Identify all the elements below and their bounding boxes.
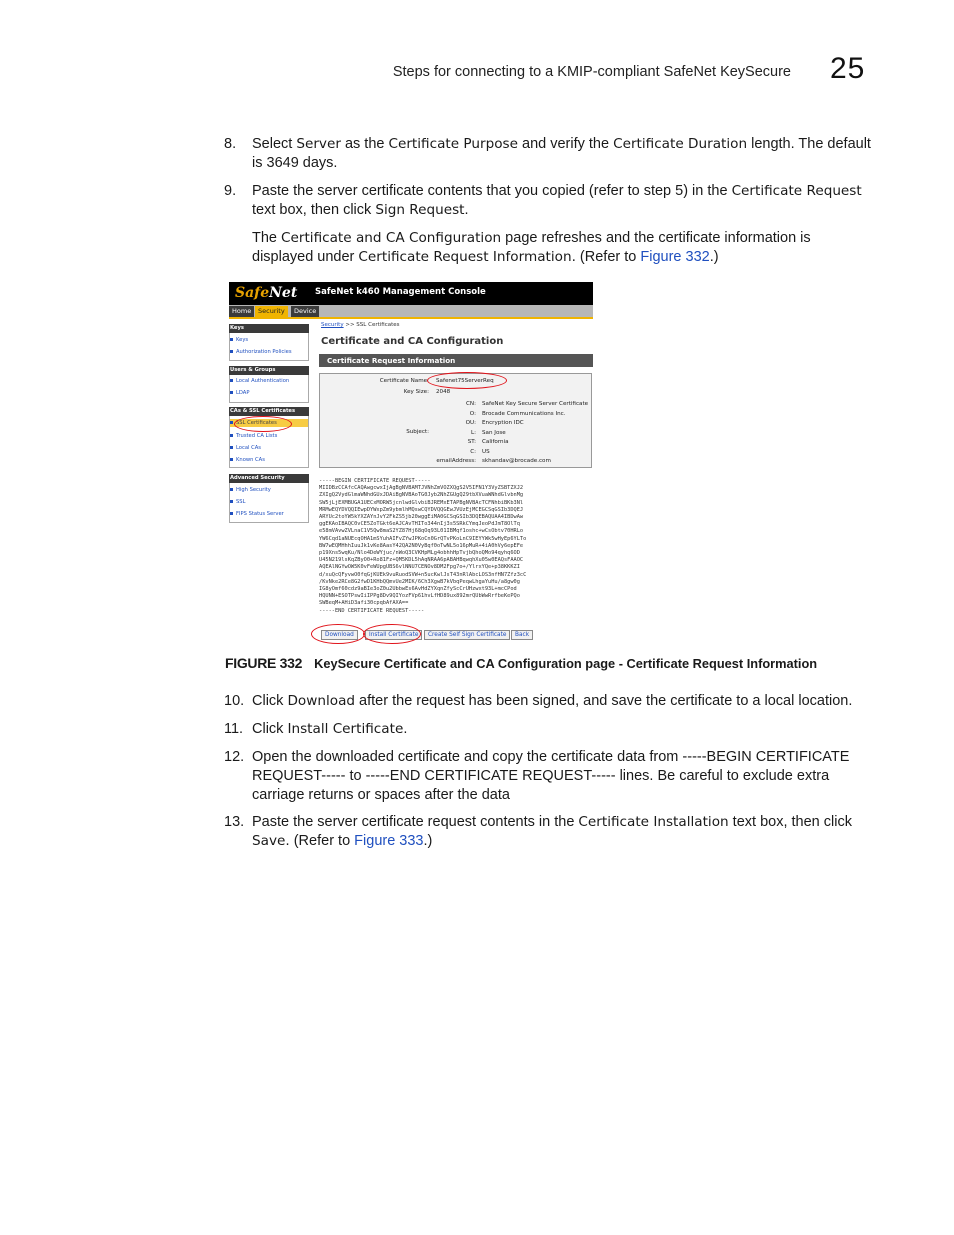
- step-text: .: [403, 721, 408, 737]
- sidebar-item-label: FIPS Status Server: [236, 511, 284, 517]
- bullet-icon: [230, 350, 233, 353]
- step-10: [224, 692, 874, 711]
- section-header: Certificate Request Information: [319, 354, 593, 367]
- install-certificate-button[interactable]: Install Certificate: [365, 630, 422, 640]
- subject-label: Subject:: [406, 429, 429, 435]
- sidebar-item-high-security[interactable]: [230, 487, 271, 493]
- step-text: text box, then click: [728, 814, 852, 830]
- step-text: Paste the server certificate contents that you copied (refer to step 5) in the: [252, 183, 732, 199]
- keysecure-screenshot: [229, 282, 593, 644]
- key-size-value: 2048: [436, 389, 451, 395]
- figure-label: FIGURE 332: [225, 655, 303, 671]
- figure-caption: [225, 655, 885, 671]
- step-text: length. The default is 3649 days.: [252, 136, 871, 171]
- sidebar-item-label: Local CAs: [236, 445, 261, 451]
- step-text: .: [464, 202, 469, 218]
- step-12: [224, 748, 874, 805]
- ui-term: Certificate Request Information.: [358, 249, 576, 265]
- ui-term: Server: [296, 136, 341, 152]
- cert-name-label: Certificate Name:: [379, 378, 429, 384]
- tab-device[interactable]: Device: [291, 306, 319, 317]
- sidebar-header-users-groups: Users & Groups: [229, 366, 309, 375]
- sidebar-item-label: Keys: [236, 337, 249, 343]
- step-number: 9.: [224, 183, 237, 199]
- sidebar-item-ldap[interactable]: [230, 390, 249, 396]
- breadcrumb-security-link[interactable]: Security: [321, 322, 344, 328]
- sidebar-item-label: High Security: [236, 487, 271, 493]
- step-text: Select: [252, 136, 297, 152]
- step-number: 8.: [224, 136, 237, 152]
- sidebar-header-cas-ssl: CAs & SSL Certificates: [229, 407, 309, 416]
- step-text: after the request has been signed, and save the certificate to a local location.: [355, 693, 853, 709]
- page-title: Certificate and CA Configuration: [321, 336, 504, 347]
- bullet-icon: [230, 488, 233, 491]
- sidebar-item-local-cas[interactable]: [230, 445, 261, 451]
- step-text: Click: [252, 693, 288, 709]
- logo-safe: Safe: [235, 285, 270, 301]
- sidebar-item-label: SSL: [236, 499, 246, 505]
- step-8: [224, 135, 874, 173]
- sidebar-item-known-cas[interactable]: [230, 457, 265, 463]
- step-13: [224, 813, 874, 851]
- note-text: page refreshes and the certificate information is displayed under: [252, 230, 811, 265]
- bullet-icon: [230, 500, 233, 503]
- step-text: and verify the: [517, 136, 614, 152]
- subject-cn-label: CN:: [466, 401, 476, 407]
- step-number: 12.: [224, 749, 245, 765]
- step-number: 11.: [224, 721, 244, 737]
- sidebar-item-label: Trusted CA Lists: [236, 433, 278, 439]
- running-head: Steps for connecting to a KMIP-compliant SafeNet KeySecure: [392, 64, 791, 80]
- step-text: (Refer to: [289, 833, 355, 849]
- figure-333-link[interactable]: Figure 333: [354, 833, 424, 849]
- breadcrumb: [321, 322, 400, 328]
- sidebar-item-trusted-ca-lists[interactable]: [230, 433, 277, 439]
- breadcrumb-current: >> SSL Certificates: [345, 322, 400, 328]
- sidebar-header-advanced-security: Advanced Security: [229, 474, 309, 483]
- ui-term: Install Certificate: [287, 721, 404, 737]
- sidebar-header-keys: Keys: [229, 324, 309, 333]
- sidebar-item-authorization-policies[interactable]: [230, 349, 292, 355]
- subject-st-value: California: [482, 439, 509, 445]
- step-text: text box, then click: [252, 202, 376, 218]
- key-size-label: Key Size:: [403, 389, 429, 395]
- ui-term: Sign Request: [375, 202, 465, 218]
- subject-email-value: skhandav@brocade.com: [482, 458, 551, 464]
- subject-cn-value: SafeNet Key Secure Server Certificate: [482, 401, 589, 407]
- subject-email-label: emailAddress:: [436, 458, 476, 464]
- subject-ou-label: OU:: [465, 420, 476, 426]
- note-text: The: [252, 230, 282, 246]
- ui-term: Save.: [252, 833, 290, 849]
- subject-l-label: L:: [470, 429, 476, 436]
- bullet-icon: [230, 512, 233, 515]
- download-button[interactable]: Download: [321, 630, 358, 640]
- back-button[interactable]: Back: [511, 630, 533, 640]
- tab-underline: [229, 317, 593, 319]
- subject-o-label: O:: [469, 410, 476, 417]
- bullet-icon: [230, 421, 233, 424]
- sidebar-item-local-authentication[interactable]: [230, 378, 289, 384]
- tab-home[interactable]: Home: [229, 306, 254, 317]
- figure-332-link[interactable]: Figure 332: [640, 249, 710, 265]
- bullet-icon: [230, 434, 233, 437]
- tab-security[interactable]: Security: [255, 306, 288, 317]
- ui-term: Download: [287, 693, 356, 709]
- subject-l-value: San Jose: [482, 429, 506, 436]
- step-11: [224, 720, 874, 739]
- step-number: 13.: [224, 814, 245, 830]
- csr-text: -----BEGIN CERTIFICATE REQUEST----- MIIDBzCCAfcCAQAwgcwxIjAgBgNVBAMTJVNhZmVOZXQgS2V5IFN1Y3VyZSBTZXJ2 ZXIgQ2VydGlmaWNhdGUxJDAiBgNVBAoTG0Jyb2NhZGUgQ29tbXVuaWNhdGlvbnMg SW5jLjEXMBUGA1UECxMORW5jcnlwdGlvbiBJREMxETAPBgNVBAcTCFNhbiBKb3Nl MRMwEQYDVQQIEwpDYWxpZm9ybmlhMQswCQYDVQQGEwJVUzEjMCEGCSqGSIb3DQEJ ARYUc2toYW5kYXZAYnJvY2FkZS5jb20wggEiMA0GCSqGSIb3DQEBAQUAA4IBDwAw ggEKAoIBAQC0vCE5ZoTGkt6eAJCAvTHITo344nIj3s5SRkCYmqJeoPdJmT8OlTq e58mVAvwZVLnaC1V5Qw8maS2YZ87Hj68qOq93L01IBMqf1oshc+wCsObtv70HRLo YW6Cqd1aNUEcqOHA1mSYuhAIFvZYwJPKoCn0GrQTvPKoLnC9IEYYWk5wHyEp6YLTo BW7wEQMHhhIuuJk1vKe8AasY42QA2N0VyBqf0oTwNL5o16pMuR+4iA0hVy6epEFe p19Xns5wqKu/Nlo4DeWYjuc/nWoQ3CVKHpMLg4obhhHpTvjbQhoQMo94qyhq6OD U45N219lsKqZByO0+Ro81Fz+QM5KDL5hAqNRAA6pABAHBqwqhXu05w0EAQsFAAOC AQEAlNGYwOW5K0vFeWUpgUBS6vlNNU7CENOv8DM2Fpg7o+/YlrxYQe+p38KKKZI d/xuQcQFyvwO0fqGjKUEk9vuRuodSVW+n5ucKwlJsT43nRlAbcLOS3nfHN7Zfz3cC /KvNke2RCe8G2fwD1KHbQQmvUe2MIK/6Ch3XgwB7kVbqPeqwLhgaYuHu/a8gw0g IG8yOmf60cdz9aBIe3oZ0u2UbbwEs6AvHdZYXqnZfyScCrUHzwxt93L+mcCPod HQUNN+ESOTPswIiIPPg8Dv9QIYozFVp61hvLfHD89ux892mrQUbWwRrfbeKePQo SWBeqM+AHiD3afi30cpqbAfAXA== -----END CERTIFICATE REQUEST-----: [319, 478, 527, 614]
- bullet-icon: [230, 391, 233, 394]
- sidebar-item-label: Local Authentication: [236, 378, 290, 384]
- step-text: Click: [252, 721, 288, 737]
- highlight-circle: [363, 624, 421, 644]
- logo-net: Net: [269, 285, 298, 301]
- step-9: [224, 182, 874, 220]
- safenet-logo: [235, 285, 297, 301]
- console-title: SafeNet k460 Management Console: [315, 287, 486, 297]
- highlight-circle: [427, 372, 507, 389]
- sidebar-item-fips-status-server[interactable]: [230, 511, 284, 517]
- bullet-icon: [230, 458, 233, 461]
- ui-term: Certificate Duration: [613, 136, 748, 152]
- ui-term: Certificate and CA Configuration: [281, 230, 502, 246]
- cert-name-value: Safenet75ServerReq: [436, 378, 494, 384]
- highlight-circle: [234, 416, 292, 432]
- note-text: .): [709, 249, 719, 265]
- bullet-icon: [230, 338, 233, 341]
- sidebar-item-label: LDAP: [236, 390, 250, 396]
- step-text: as the: [340, 136, 389, 152]
- ui-term: Certificate Purpose: [388, 136, 518, 152]
- step-number: 10.: [224, 693, 245, 709]
- step-text: Open the downloaded certificate and copy the certificate data from -----BEGIN CERTIFICATE REQUEST----- to -----END CERTIFICATE REQUEST----- lines. Be careful to exclude extra carriage returns or spaces after the data: [252, 749, 850, 803]
- subject-c-value: US: [482, 448, 490, 455]
- figure-title: KeySecure Certificate and CA Configuration page - Certificate Request Information: [314, 656, 818, 671]
- highlight-circle: [311, 624, 365, 644]
- subject-ou-value: Encryption IDC: [482, 420, 524, 426]
- step-text: Paste the server certificate request contents in the: [252, 814, 579, 830]
- bullet-icon: [230, 446, 233, 449]
- sidebar-item-label: Authorization Policies: [236, 349, 292, 355]
- subject-st-label: ST:: [467, 439, 476, 445]
- sidebar-item-label: SSL Certificates: [236, 420, 277, 426]
- ui-term: Certificate Request: [731, 183, 862, 199]
- ui-term: Certificate Installation: [578, 814, 729, 830]
- create-self-sign-certificate-button[interactable]: Create Self Sign Certificate: [424, 630, 510, 640]
- subject-o-value: Brocade Communications Inc.: [482, 410, 566, 417]
- chapter-number: 25: [830, 52, 866, 85]
- bullet-icon: [230, 379, 233, 382]
- step-text: .): [423, 833, 433, 849]
- sidebar-item-label: Known CAs: [236, 457, 265, 463]
- result-note: [252, 229, 872, 267]
- note-text: (Refer to: [575, 249, 641, 265]
- sidebar-item-keys[interactable]: [230, 337, 248, 343]
- subject-c-label: C:: [470, 448, 476, 455]
- sidebar-item-ssl[interactable]: [230, 499, 245, 505]
